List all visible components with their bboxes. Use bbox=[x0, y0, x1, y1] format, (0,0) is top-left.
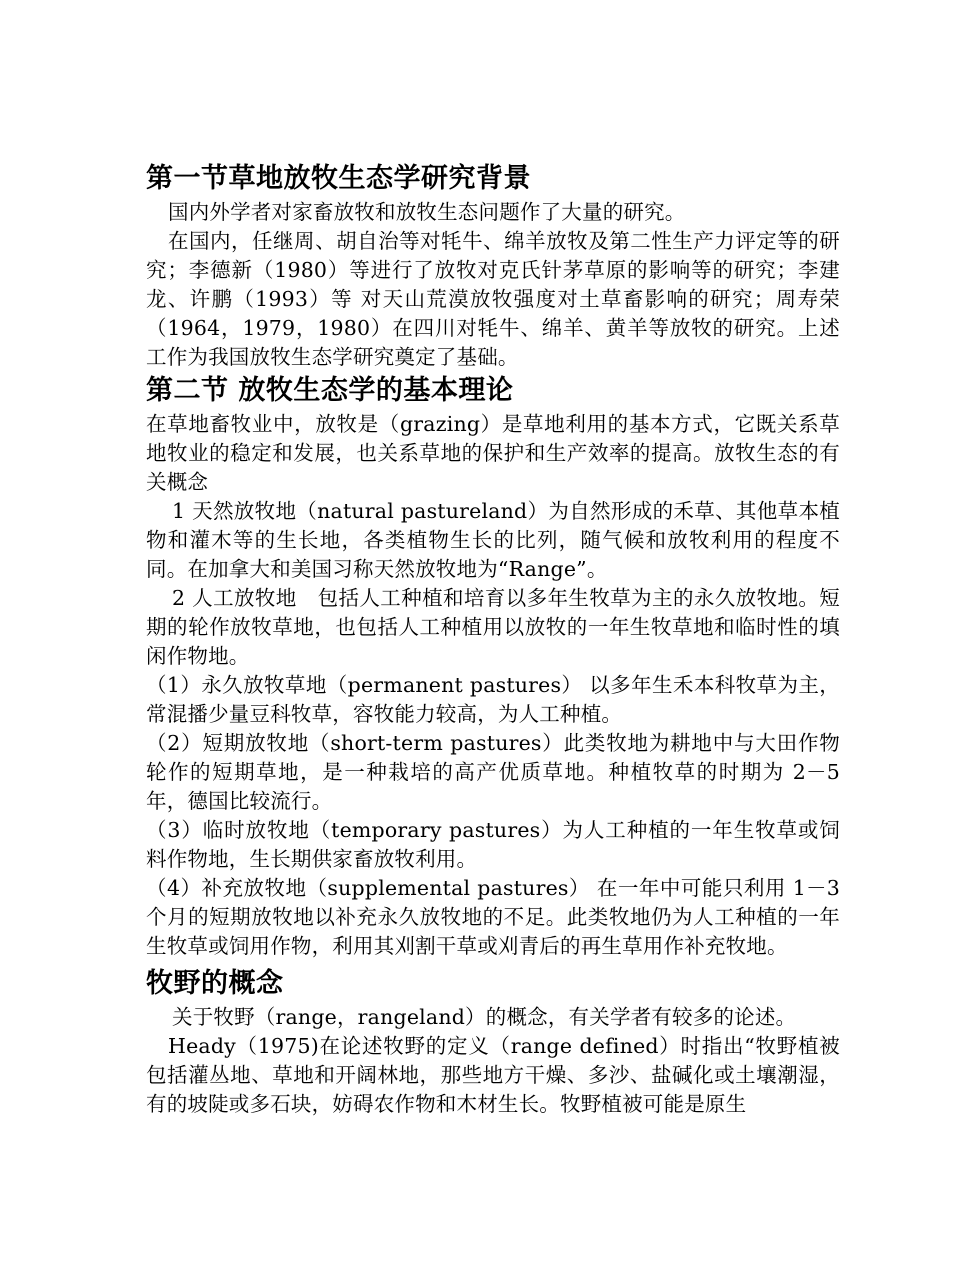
section2-item-1: 1 天然放牧地（natural pastureland）为自然形成的禾草、其他草本植物和灌木等的生长地，各类植物生长的比列，随气候和放牧利用的程度不同。在加拿大和美国习称天然放牧地为“Range”。 bbox=[146, 499, 840, 581]
section2-heading: 第二节 放牧生态学的基本理论 bbox=[146, 375, 514, 406]
document-page bbox=[146, 160, 840, 1119]
section1-paragraph-1: 国内外学者对家畜放牧和放牧生态问题作了大量的研究。 bbox=[168, 200, 686, 224]
section3-heading: 牧野的概念 bbox=[146, 968, 284, 999]
section3-paragraph-2: Heady（1975)在论述牧野的定义（range defined）时指出“牧野植被包括灌丛地、草地和开阔林地，那些地方干燥、多沙、盐碱化或土壤潮湿，有的坡陡或多石块，妨碍农作物和木材生长。牧野植被可能是原生 bbox=[146, 1034, 840, 1116]
section3-paragraph-1: 关于牧野（range，rangeland）的概念，有关学者有较多的论述。 bbox=[172, 1005, 797, 1029]
section2-item-2: 2 人工放牧地 包括人工种植和培育以多年生牧草为主的永久放牧地。短期的轮作放牧草地，也包括人工种植用以放牧的一年生牧草地和临时性的填闲作物地。 bbox=[146, 586, 840, 668]
section1-heading: 第一节草地放牧生态学研究背景 bbox=[146, 163, 531, 194]
section2-sub-item-2: （2）短期放牧地（short-term pastures）此类牧地为耕地中与大田作物轮作的短期草地，是一种栽培的高产优质草地。种植牧草的时期为 2－5 年，德国比较流行。 bbox=[146, 731, 840, 813]
section2-sub-item-4: （4）补充放牧地（supplemental pastures） 在一年中可能只利用 1－3 个月的短期放牧地以补充永久放牧地的不足。此类牧地仍为人工种植的一年生牧草或饲用作物，利用其刈割干草或刈青后的再生草用作补充牧地。 bbox=[146, 876, 840, 958]
section1-paragraph-2: 在国内，任继周、胡自治等对牦牛、绵羊放牧及第二性生产力评定等的研究；李德新（1980）等进行了放牧对克氏针茅草原的影响等的研究；李建龙、许鹏（1993）等 对天山荒漠放牧强度对土草畜影响的研究；周寿荣（1964，1979，1980）在四川对牦牛、绵羊、黄羊等放牧的研究。上述工作为我国放牧生态学研究奠定了基础。 bbox=[146, 229, 840, 369]
section2-sub-item-1: （1）永久放牧草地（permanent pastures） 以多年生禾本科牧草为主，常混播少量豆科牧草，容牧能力较高，为人工种植。 bbox=[146, 673, 840, 726]
section2-sub-item-3: （3）临时放牧地（temporary pastures）为人工种植的一年生牧草或饲料作物地，生长期供家畜放牧利用。 bbox=[146, 818, 840, 871]
section2-intro: 在草地畜牧业中，放牧是（grazing）是草地利用的基本方式，它既关系草地牧业的稳定和发展，也关系草地的保护和生产效率的提高。放牧生态的有关概念 bbox=[146, 412, 840, 494]
